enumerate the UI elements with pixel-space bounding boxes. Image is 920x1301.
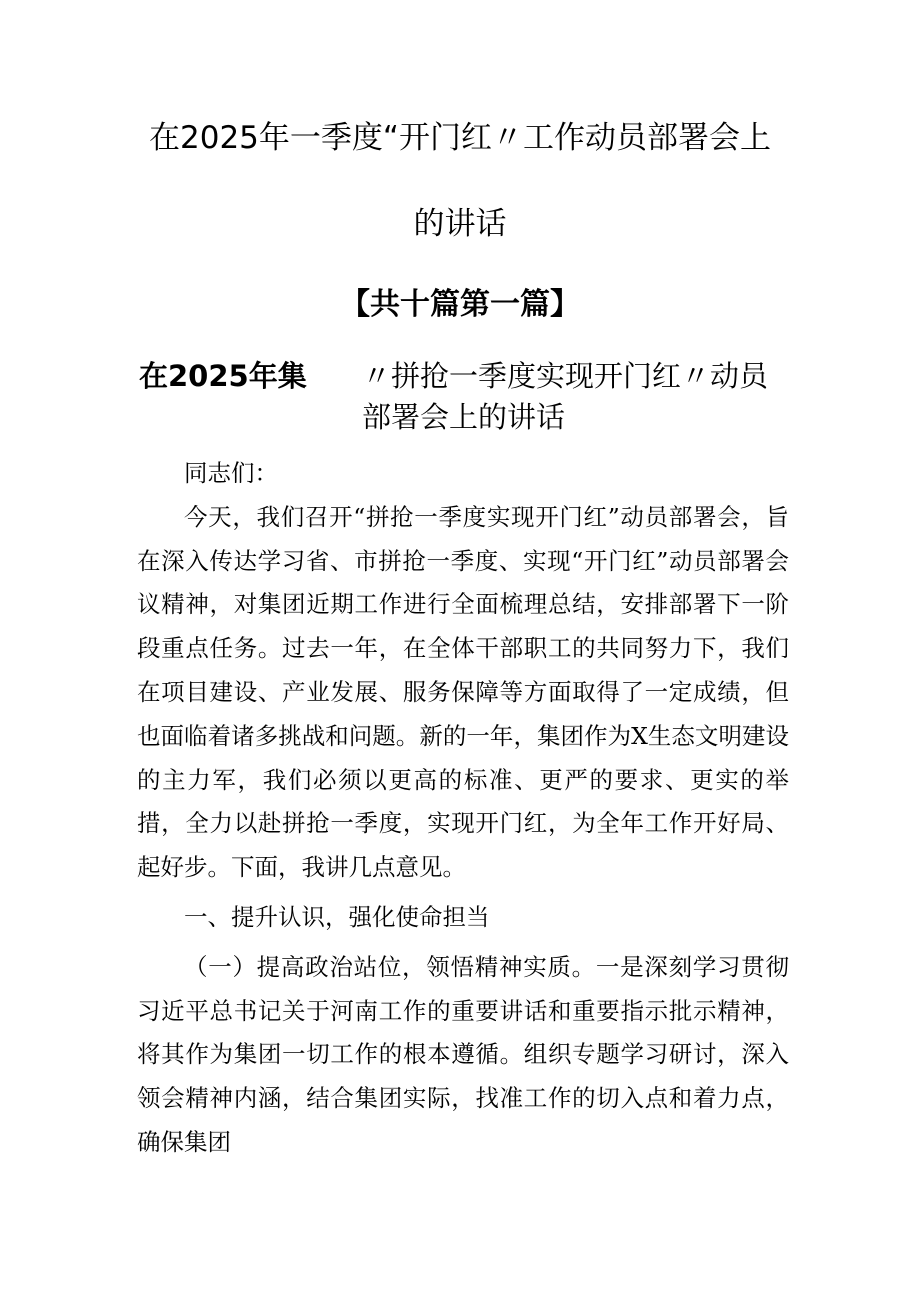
subtitle-right bbox=[362, 356, 792, 438]
document-body bbox=[137, 452, 789, 1165]
subtitle-right-line-2: 部署会上的讲话 bbox=[362, 400, 566, 434]
document-title-line-1: 在2025年一季度“开门红〃工作动员部署会上 bbox=[149, 120, 771, 156]
salutation: 同志们： bbox=[184, 459, 278, 487]
series-label: 【共十篇第一篇】 bbox=[340, 287, 580, 322]
paragraph: （一）提高政治站位，领悟精神实质。一是深刻学习贯彻习近平总书记关于河南工作的重要讲话和重要指示批示精神，将其作为集团一切工作的根本遵循。组织专题学习研讨，深入领会精神内涵，结合集团实际，找准工作的切入点和着力点，确保集团 bbox=[137, 952, 789, 1156]
paragraph: 今天，我们召开“拼抢一季度实现开门红”动员部署会，旨在深入传达学习省、市拼抢一季度、实现“开门红”动员部署会议精神，对集团近期工作进行全面梳理总结，安排部署下一阶段重点任务。过去一年，在全体干部职工的共同努力下，我们在项目建设、产业发展、服务保障等方面取得了一定成绩，但也面临着诸多挑战和问题。新的一年，集团作为X生态文明建设的主力军，我们必须以更高的标准、更严的要求、更实的举措，全力以赴拼抢一季度，实现开门红，为全年工作开好局、起好步。下面，我讲几点意见。 bbox=[137, 502, 789, 882]
subtitle-right-line-1: 〃拼抢一季度实现开门红〃动员 bbox=[362, 359, 769, 393]
document-title-line-2: 的讲话 bbox=[413, 206, 507, 242]
subtitle-left: 在2025年集 bbox=[139, 359, 307, 393]
section-heading: 一、提升认识，强化使命担当 bbox=[184, 902, 490, 931]
